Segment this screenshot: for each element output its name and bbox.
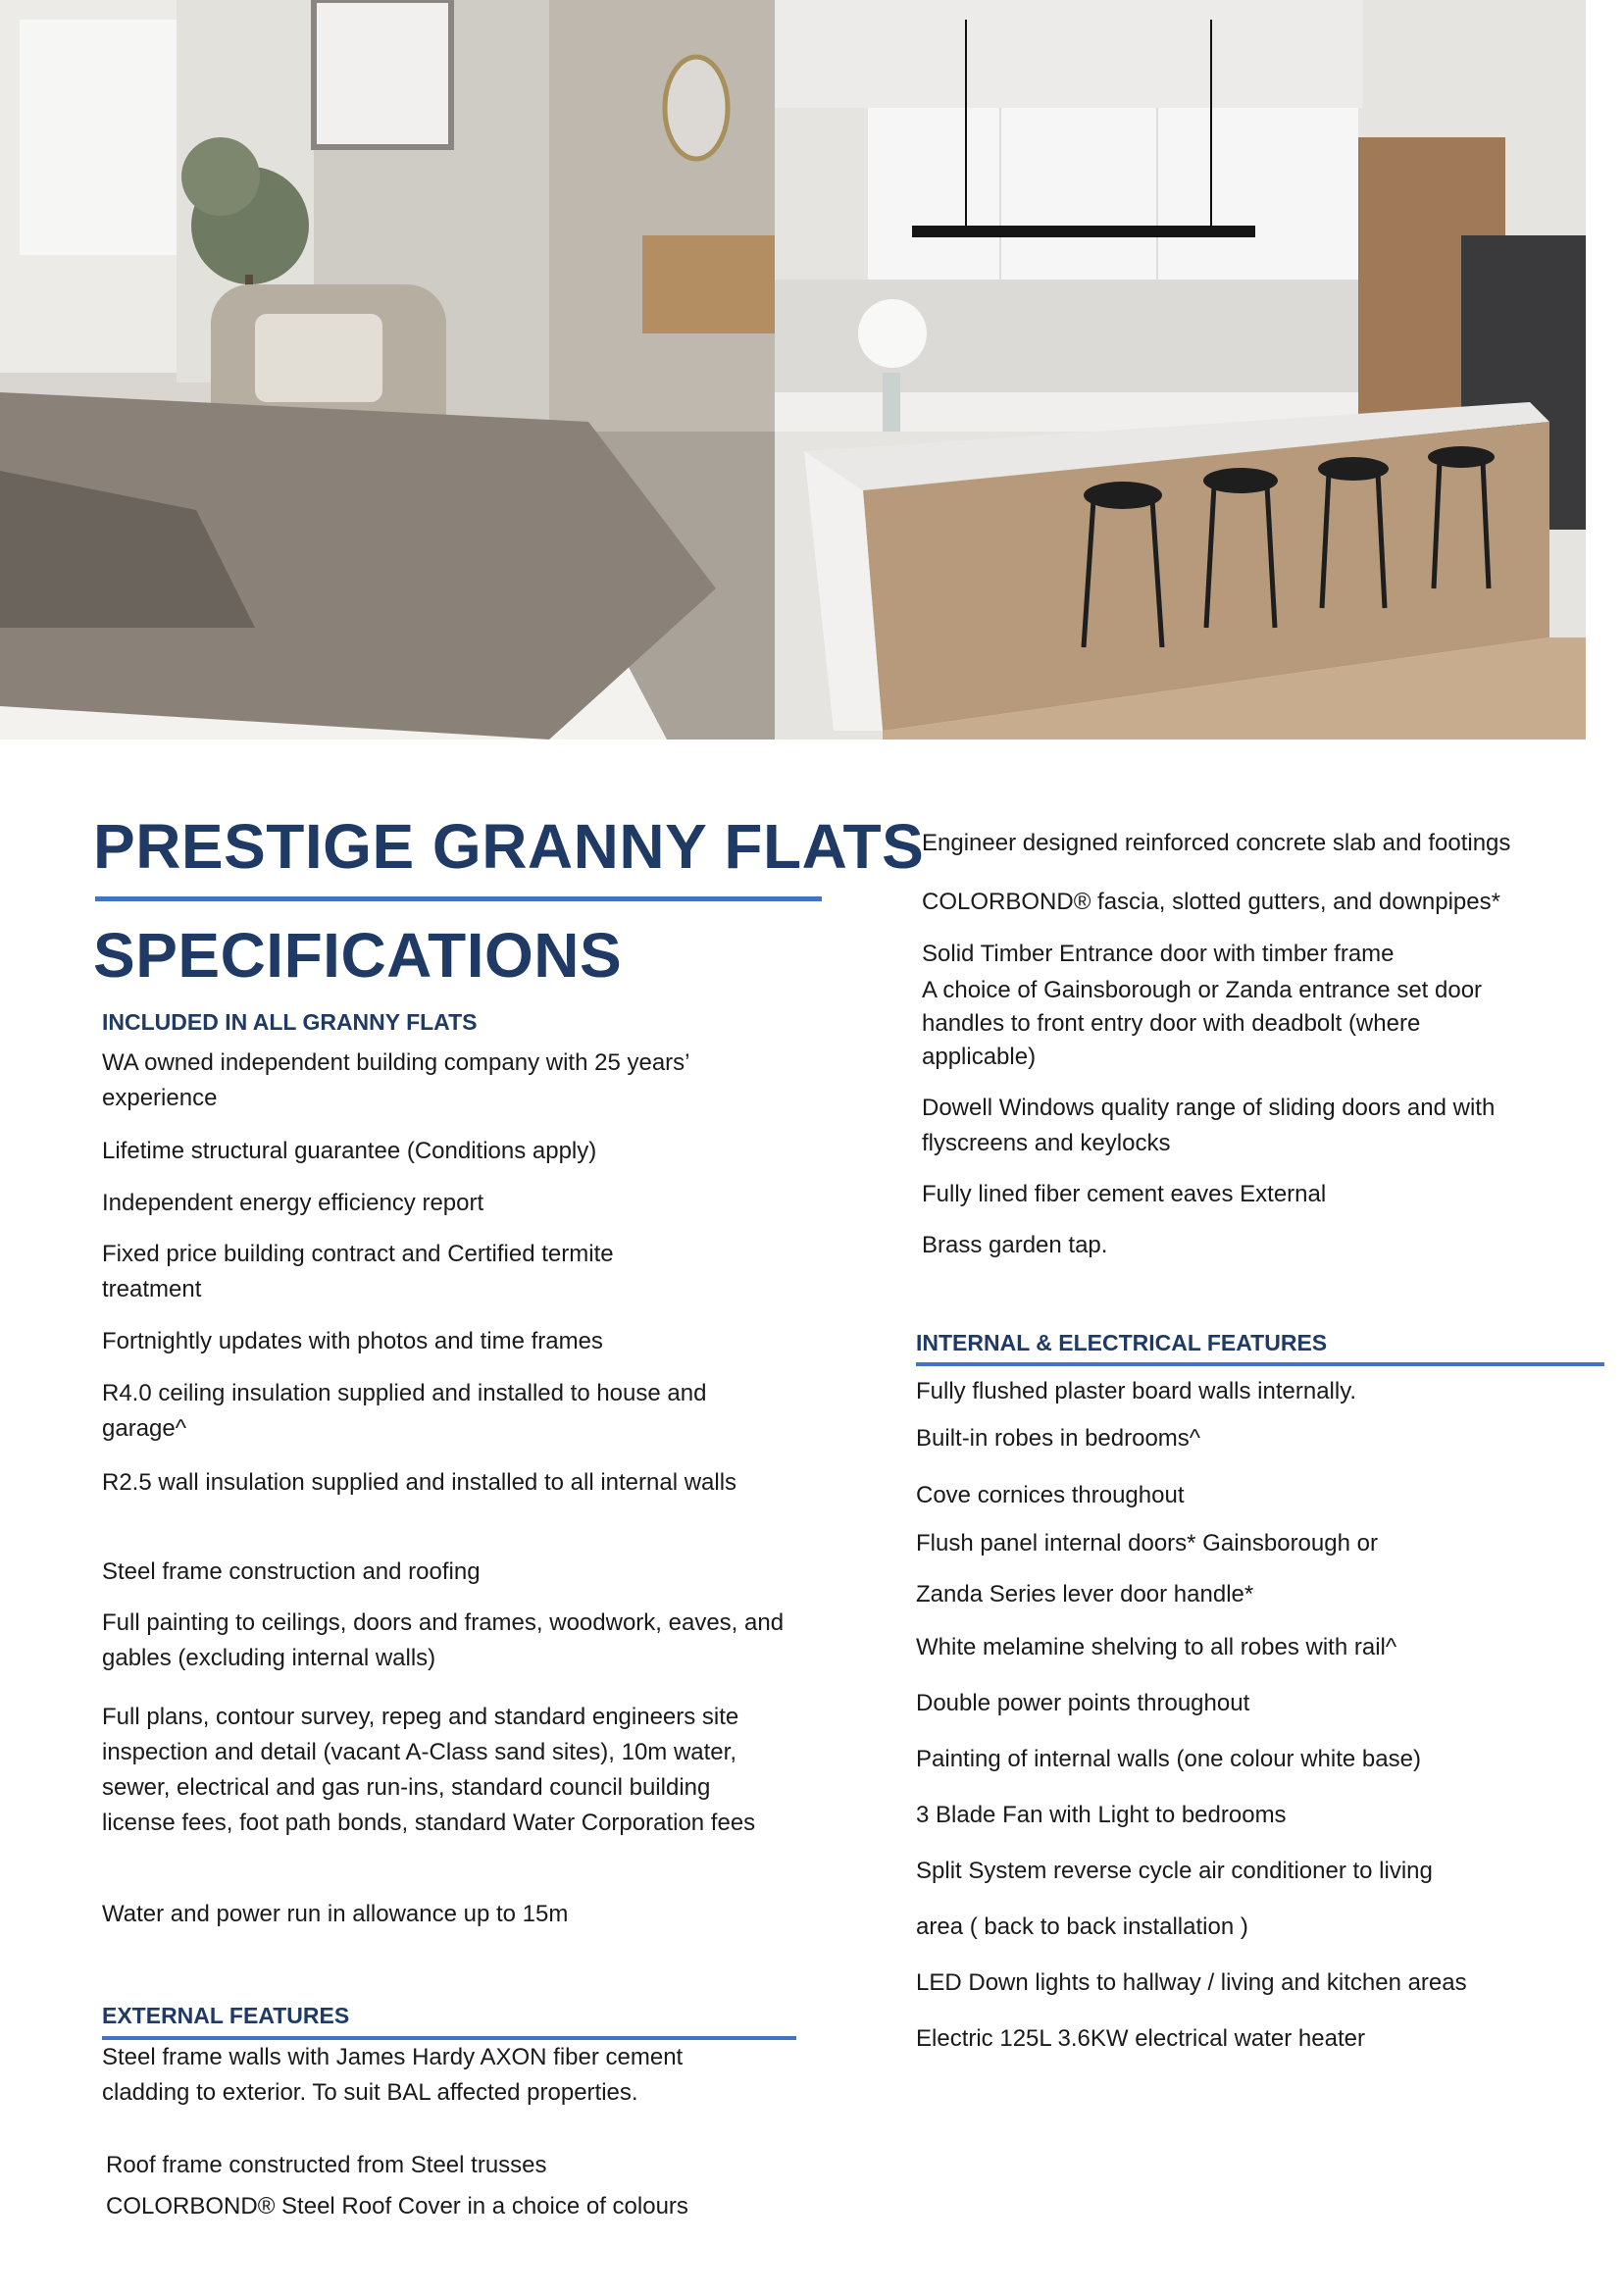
external-item: Engineer designed reinforced concrete slab and footings [922, 830, 1511, 856]
bedroom-photo [0, 0, 775, 740]
internal-item: Flush panel internal doors* Gainsborough or [916, 1530, 1378, 1556]
internal-item: LED Down lights to hallway / living and kitchen areas [916, 1969, 1467, 1996]
internal-item: Painting of internal walls (one colour white base) [916, 1746, 1421, 1772]
internal-item: area ( back to back installation ) [916, 1913, 1248, 1940]
internal-item: Split System reverse cycle air conditioner to living [916, 1858, 1433, 1884]
included-item: Steel frame construction and roofing [102, 1558, 481, 1585]
external-item: Brass garden tap. [922, 1232, 1108, 1258]
included-item: Fixed price building contract and Certified termite treatment [102, 1241, 614, 1302]
included-item: Lifetime structural guarantee (Conditions apply) [102, 1138, 597, 1164]
internal-item: 3 Blade Fan with Light to bedrooms [916, 1802, 1287, 1828]
external-item: A choice of Gainsborough or Zanda entrance set door handles to front entry door with deadbolt (where applicable) [922, 977, 1483, 1070]
external-item: Roof frame constructed from Steel trusses [106, 2152, 547, 2178]
title-underline [95, 896, 822, 901]
external-item: Steel frame walls with James Hardy AXON fiber cement cladding to exterior. To suit BAL affected properties. [102, 2044, 684, 2106]
header-photos [0, 0, 1586, 740]
page-subtitle: SPECIFICATIONS [93, 920, 623, 991]
internal-underline [916, 1362, 1604, 1366]
internal-item: Cove cornices throughout [916, 1482, 1185, 1508]
included-item: Fortnightly updates with photos and time frames [102, 1328, 603, 1354]
internal-item: Fully flushed plaster board walls internally. [916, 1378, 1357, 1404]
internal-item: Electric 125L 3.6KW electrical water heater [916, 2025, 1365, 2052]
included-item: R4.0 ceiling insulation supplied and installed to house and garage^ [102, 1380, 707, 1442]
internal-item: Built-in robes in bedrooms^ [916, 1425, 1201, 1452]
internal-item: Double power points throughout [916, 1690, 1250, 1716]
included-item: Water and power run in allowance up to 15m [102, 1901, 569, 1927]
included-item: WA owned independent building company with 25 years’ experience [102, 1049, 689, 1111]
included-item: R2.5 wall insulation supplied and installed to all internal walls [102, 1469, 737, 1496]
included-heading: INCLUDED IN ALL GRANNY FLATS [102, 1009, 478, 1035]
external-item: Fully lined fiber cement eaves External [922, 1181, 1327, 1207]
external-item: COLORBOND® fascia, slotted gutters, and downpipes* [922, 889, 1500, 915]
internal-heading: INTERNAL & ELECTRICAL FEATURES [916, 1330, 1328, 1355]
external-item: COLORBOND® Steel Roof Cover in a choice of colours [106, 2193, 688, 2219]
included-item: Full painting to ceilings, doors and frames, woodwork, eaves, and gables (excluding internal walls) [102, 1609, 785, 1671]
page-title: PRESTIGE GRANNY FLATS [93, 811, 925, 882]
kitchen-photo [775, 0, 1586, 740]
external-item: Solid Timber Entrance door with timber frame [922, 941, 1395, 967]
included-item: Independent energy efficiency report [102, 1190, 484, 1216]
internal-item: Zanda Series lever door handle* [916, 1581, 1254, 1607]
included-item: Full plans, contour survey, repeg and standard engineers site inspection and detail (vacant A-Class sand sites), 10m water, sewer, electrical and gas run-ins, standard council building license fees, foot path bonds, standard Water Corporation fees [102, 1704, 756, 1836]
external-item: Dowell Windows quality range of sliding doors and with flyscreens and keylocks [922, 1095, 1496, 1156]
external-heading: EXTERNAL FEATURES [102, 2003, 350, 2028]
internal-item: White melamine shelving to all robes with rail^ [916, 1634, 1397, 1660]
